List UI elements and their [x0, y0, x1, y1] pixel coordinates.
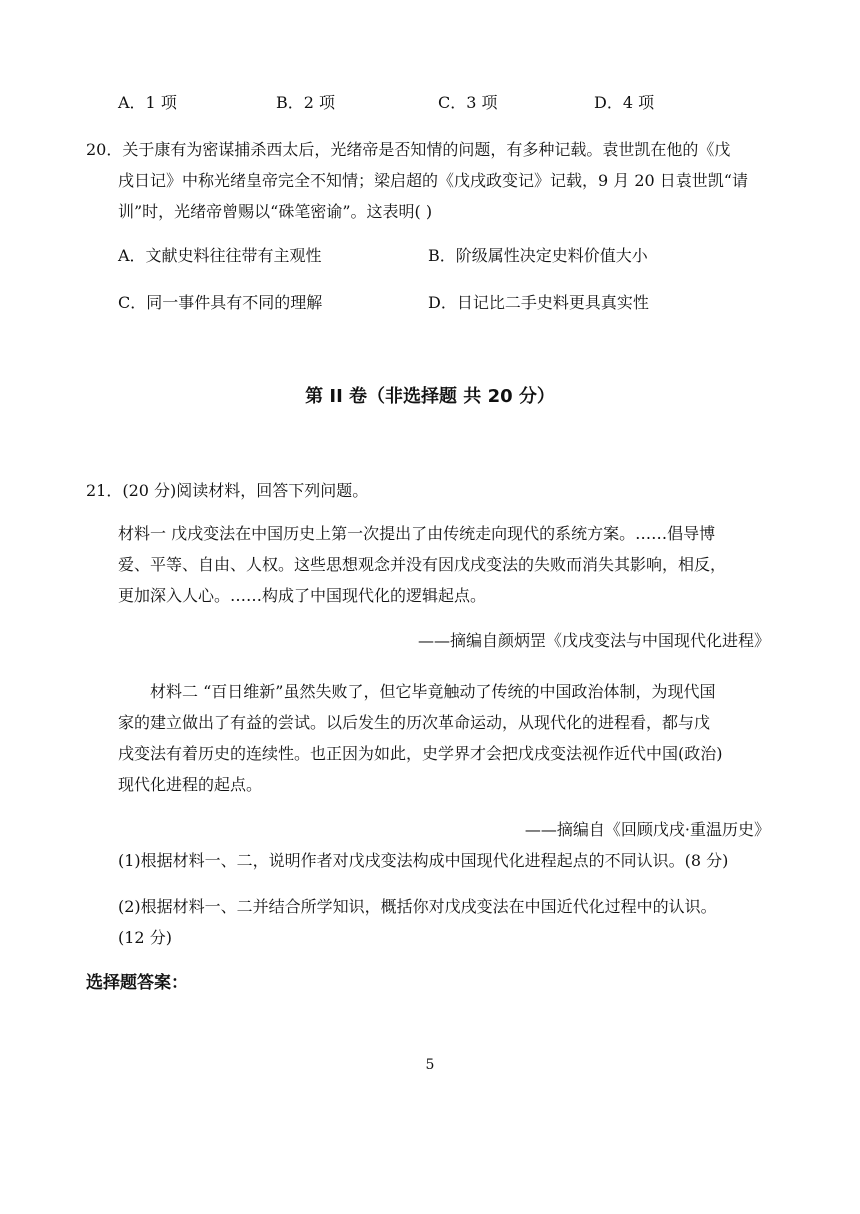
material1-line-2: 爱、平等、自由、人权。这些思想观念并没有因戊戌变法的失败而消失其影响，相反， — [118, 555, 727, 574]
q20-option-d: D．日记比二手史料更具真实性 — [428, 293, 649, 312]
page-number: 5 — [425, 1057, 435, 1073]
q20-option-b: B．阶级属性决定史料价值大小 — [428, 246, 648, 265]
q20-line-1: 20．关于康有为密谋捕杀西太后，光绪帝是否知情的问题，有多种记载。袁世凯在他的《戊 — [86, 140, 731, 159]
q19-option-c: C．3 项 — [438, 93, 498, 112]
material2-line-1: 材料二 “百日维新”虽然失败了，但它毕竟触动了传统的中国政治体制，为现代国 — [150, 682, 716, 701]
answers-label: 选择题答案： — [86, 973, 188, 993]
q19-option-a: A．1 项 — [118, 93, 177, 112]
q19-option-d: D．4 项 — [594, 93, 655, 112]
material2-source: ——摘编自《回顾戊戌·重温历史》 — [524, 820, 770, 839]
material2-line-4: 现代化进程的起点。 — [118, 775, 263, 794]
q20-option-a: A．文献史料往往带有主观性 — [118, 246, 322, 265]
material2-line-3: 戌变法有着历史的连续性。也正因为如此，史学界才会把戊戌变法视作近代中国(政治) — [118, 744, 723, 763]
section-title: 第 II 卷（非选择题 共 20 分） — [305, 386, 555, 407]
q20-line-2: 戌日记》中称光绪皇帝完全不知情；梁启超的《戊戌政变记》记载，9 月 20 日袁世凯“请 — [118, 171, 748, 190]
material1-source: ——摘编自颜炳罡《戊戌变法与中国现代化进程》 — [417, 631, 770, 650]
material1-line-3: 更加深入人心。……构成了中国现代化的逻辑起点。 — [118, 586, 487, 605]
material1-line-1: 材料一 戊戌变法在中国历史上第一次提出了由传统走向现代的系统方案。……倡导博 — [118, 524, 716, 543]
sub-question-2-line-1: (2)根据材料一、二并结合所学知识，概括你对戊戌变法在中国近代化过程中的认识。 — [118, 897, 717, 916]
material2-line-2: 家的建立做出了有益的尝试。以后发生的历次革命运动，从现代化的进程看，都与戊 — [118, 713, 711, 732]
sub-question-1: (1)根据材料一、二，说明作者对戊戌变法构成中国现代化进程起点的不同认识。(8 分) — [118, 851, 729, 870]
sub-question-2-line-2: (12 分) — [118, 928, 172, 947]
q21-header: 21．(20 分)阅读材料，回答下列问题。 — [86, 481, 369, 500]
q20-line-3: 训”时，光绪帝曾赐以“硃笔密谕”。这表明( ) — [118, 202, 433, 221]
q19-option-b: B．2 项 — [276, 93, 336, 112]
q20-option-c: C．同一事件具有不同的理解 — [118, 293, 323, 312]
